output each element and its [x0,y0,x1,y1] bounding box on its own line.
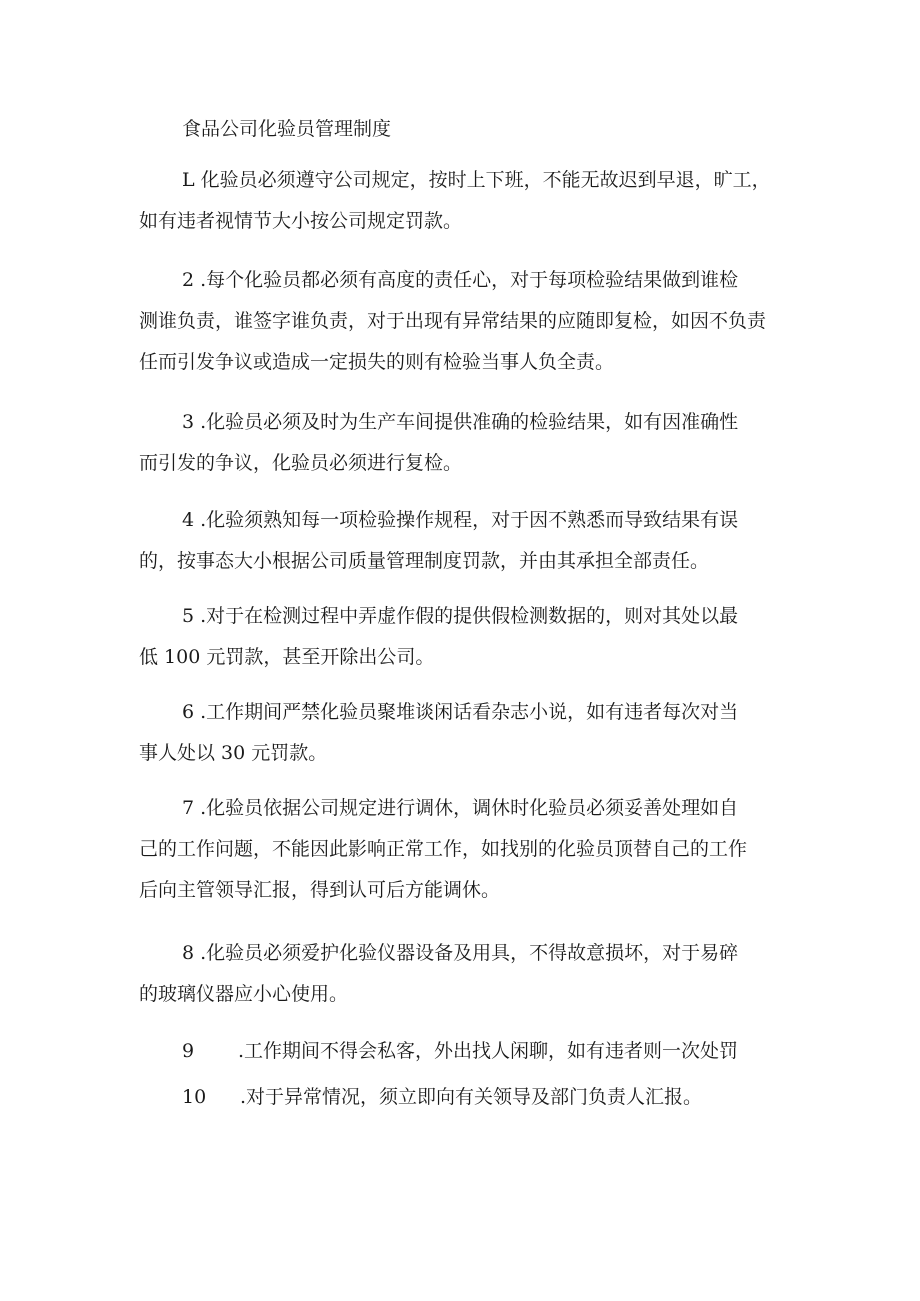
rule-line [139,1077,789,1118]
rule-line: 而引发的争议，化验员必须进行复检。 [139,452,463,474]
rule-line: 如有违者视情节大小按公司规定罚款。 [139,210,463,232]
rule-line: 任而引发争议或造成一定损失的则有检验当事人负全责。 [139,351,615,373]
rule-text: .对于异常情况，须立即向有关领导及部门负责人汇报。 [240,1086,703,1108]
rule-line: 6 .工作期间严禁化验员聚堆谈闲话看杂志小说，如有违者每次对当 [182,701,739,723]
rule-text: .工作期间不得会私客，外出找人闲聊，如有违者则一次处罚 [238,1040,739,1062]
rule-line: 的玻璃仪器应小心使用。 [139,983,349,1005]
document-title: 食品公司化验员管理制度 [182,118,392,140]
rule-item-5 [139,596,789,678]
rule-line: 3 .化验员必须及时为生产车间提供准确的检验结果，如有因准确性 [182,411,739,433]
rule-line: 测谁负责，谁签字谁负责，对于出现有异常结果的应随即复检，如因不负责 [139,310,767,332]
rule-line: 的，按事态大小根据公司质量管理制度罚款，并由其承担全部责任。 [139,550,710,572]
rule-line: 后向主管领导汇报，得到认可后方能调休。 [139,879,501,901]
rule-line: 低 100 元罚款，甚至开除出公司。 [139,646,435,668]
rule-item-10 [139,1077,789,1118]
rule-item-3 [139,402,789,484]
rule-item-7 [139,788,789,911]
rule-line: 7 .化验员依据公司规定进行调休，调休时化验员必须妥善处理如自 [182,797,739,819]
rule-line: 2 .每个化验员都必须有高度的责任心，对于每项检验结果做到谁检 [182,269,739,291]
rule-line: 4 .化验须熟知每一项检验操作规程，对于因不熟悉而导致结果有误 [182,509,739,531]
rule-line: 事人处以 30 元罚款。 [139,742,328,764]
rule-line: 己的工作问题，不能因此影响正常工作，如找别的化验员顶替自己的工作 [139,838,748,860]
rule-item-4 [139,500,789,582]
rule-item-2 [139,260,789,383]
rule-item-8 [139,933,789,1015]
rule-number: 10 [182,1086,207,1108]
rule-item-9 [139,1031,789,1072]
rule-item-6 [139,692,789,774]
rule-line: 5 .对于在检测过程中弄虚作假的提供假检测数据的，则对其处以最 [182,605,739,627]
rule-line: L 化验员必须遵守公司规定，按时上下班，不能无故迟到早退，旷工， [182,169,771,191]
rule-item-1 [139,160,789,242]
rule-line: 8 .化验员必须爱护化验仪器设备及用具，不得故意损坏，对于易碎 [182,942,739,964]
rule-line [139,1031,789,1072]
rule-number: 9 [182,1040,195,1062]
